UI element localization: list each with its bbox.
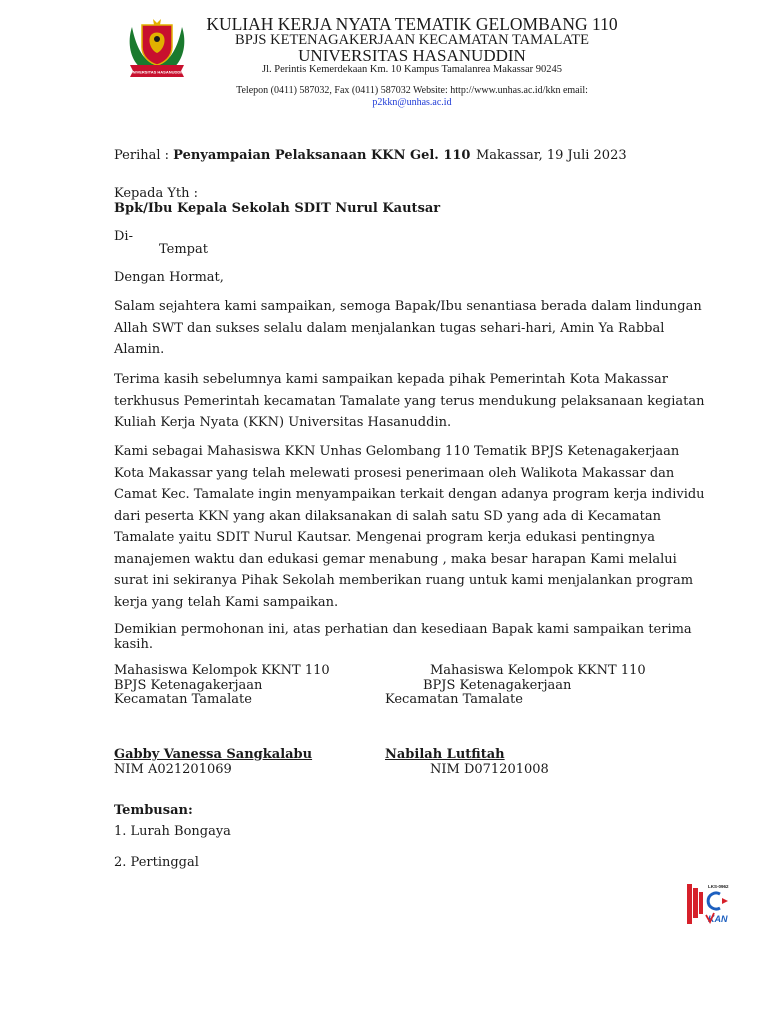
- paragraph-line: Kami sebagai Mahasiswa KKN Unhas Gelombang 110 Tematik BPJS Ketenagakerjaan: [114, 444, 680, 459]
- paragraph-3: [114, 441, 705, 613]
- kop-title: KULIAH KERJA NYATA TEMATIK GELOMBANG 110: [206, 14, 618, 34]
- sig-right-role1: Mahasiswa Kelompok KKNT 110: [430, 663, 646, 678]
- subject-text: Penyampaian Pelaksanaan KKN Gel. 110: [173, 148, 471, 163]
- paragraph-line: Allah SWT dan sukses selalu dalam menjalankan tugas sehari-hari, Amin Ya Rabbal: [114, 320, 665, 336]
- paragraph-1: [114, 296, 702, 361]
- paragraph-line: kerja yang telah Kami sampaikan.: [114, 594, 339, 610]
- kop-university: UNIVERSITAS HASANUDDIN: [298, 46, 526, 65]
- cert-label-2: KAN: [708, 914, 728, 924]
- kop-subtitle: BPJS KETENAGAKERJAAN KECAMATAN TAMALATE: [235, 32, 589, 48]
- tempat-label: Tempat: [159, 242, 208, 257]
- closing-paragraph: [114, 622, 692, 652]
- paragraph-line: Salam sejahtera kami sampaikan, semoga Bapak/Ibu senantiasa berada dalam lindungan: [114, 299, 702, 314]
- sig-right-role3: Kecamatan Tamalate: [385, 692, 523, 707]
- kop-email[interactable]: p2kkn@unhas.ac.id: [372, 97, 452, 108]
- sig-left-role1: Mahasiswa Kelompok KKNT 110: [114, 663, 330, 678]
- paragraph-line: terkhusus Pemerintah kecamatan Tamalate yang terus mendukung pelaksanaan kegiatan: [114, 393, 705, 409]
- di-label: Di-: [114, 229, 133, 244]
- sig-left-role3: Kecamatan Tamalate: [114, 692, 252, 707]
- sig-left-role2: BPJS Ketenagakerjaan: [114, 678, 263, 693]
- greeting: Dengan Hormat,: [114, 270, 224, 285]
- certification-badge: [686, 882, 738, 926]
- paragraph-line: manajemen waktu dan edukasi gemar menabung , maka besar harapan Kami melalui: [114, 551, 677, 567]
- cert-label-1: LKS-0962: [708, 884, 729, 889]
- paragraph-2: [114, 369, 705, 434]
- to-label: Kepada Yth :: [114, 186, 199, 201]
- sig-right-nim: NIM D071201008: [430, 762, 549, 777]
- sig-left-nim: NIM A021201069: [114, 762, 232, 777]
- svg-text:UNIVERSITAS HASANUDDIN: UNIVERSITAS HASANUDDIN: [129, 69, 185, 75]
- paragraph-line: Kuliah Kerja Nyata (KKN) Universitas Hasanuddin.: [114, 415, 452, 430]
- paragraph-line: Alamin.: [114, 342, 165, 357]
- sig-right-name: Nabilah Lutfitah: [385, 747, 505, 762]
- subject-label: Perihal :: [114, 148, 174, 163]
- cc-item: 1. Lurah Bongaya: [114, 824, 231, 839]
- place-date: Makassar, 19 Juli 2023: [476, 148, 627, 163]
- closing-line: Demikian permohonan ini, atas perhatian dan kesediaan Bapak kami sampaikan terima: [114, 622, 692, 637]
- paragraph-line: Camat Kec. Tamalate ingin menyampaikan terkait dengan adanya program kerja individu: [114, 487, 705, 502]
- subject-line: [114, 148, 470, 163]
- cc-label: Tembusan:: [114, 803, 193, 818]
- sig-left-name: Gabby Vanessa Sangkalabu: [114, 747, 313, 762]
- recipient: Bpk/Ibu Kepala Sekolah SDIT Nurul Kautsar: [114, 201, 441, 216]
- paragraph-line: dari peserta KKN yang akan dilaksanakan di salah satu SD yang ada di Kecamatan: [114, 508, 662, 524]
- kop-address: Jl. Perintis Kemerdekaan Km. 10 Kampus Tamalanrea Makassar 90245: [262, 64, 562, 75]
- paragraph-line: Terima kasih sebelumnya kami sampaikan kepada pihak Pemerintah Kota Makassar: [114, 372, 668, 387]
- paragraph-line: surat ini sekiranya Pihak Sekolah memberikan ruang untuk kami menjalankan program: [114, 573, 694, 588]
- paragraph-line: Tamalate yaitu SDIT Nurul Kautsar. Mengenai program kerja edukasi pentingnya: [114, 530, 655, 545]
- paragraph-line: Kota Makassar yang telah melewati prosesi penerimaan oleh Walikota Makassar dan: [114, 465, 675, 481]
- closing-line: kasih.: [114, 637, 153, 652]
- cc-item: 2. Pertinggal: [114, 855, 199, 870]
- sig-right-role2: BPJS Ketenagakerjaan: [423, 678, 572, 693]
- kop-contact: Telepon (0411) 587032, Fax (0411) 587032 Website: http://www.unhas.ac.id/kkn email:: [236, 85, 588, 96]
